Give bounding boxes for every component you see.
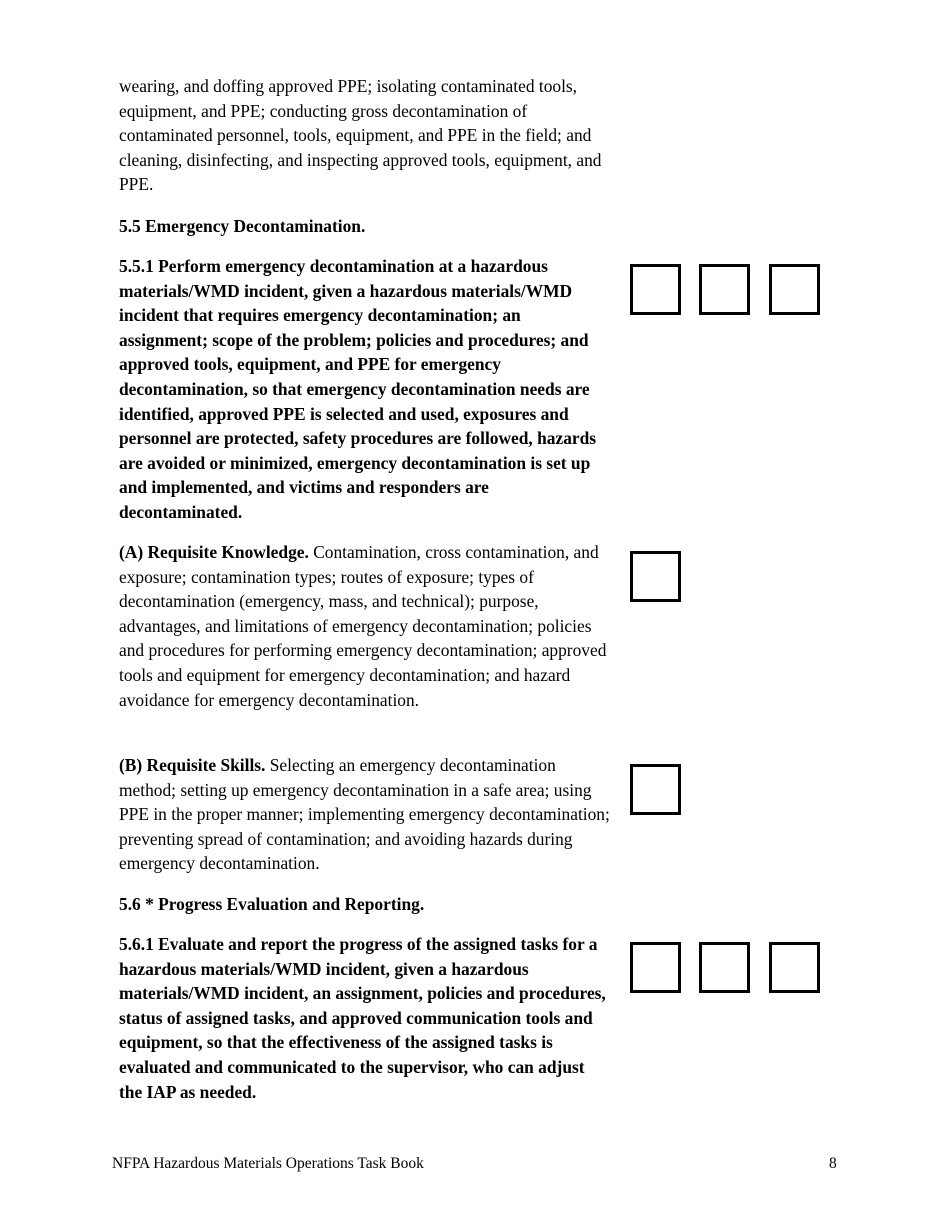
signoff-checkbox-knowledge[interactable] [630,551,681,602]
signoff-checkbox-5-5-1-b[interactable] [699,264,750,315]
signoff-checkbox-5-6-1-c[interactable] [769,942,820,993]
signoff-checkbox-5-5-1-a[interactable] [630,264,681,315]
continuation-paragraph: wearing, and doffing approved PPE; isolating contaminated tools, equipment, and PPE; conducting gross decontamination of contaminated personnel, tools, equipment, and PPE in the field; and cleaning, disinfecting, and inspecting approved tools, equipment, and PPE. [119,76,602,195]
requisite-knowledge-paragraph [119,540,611,712]
requisite-knowledge-text: Contamination, cross contamination, and exposure; contamination types; routes of exposure; types of decontamination (emergency, mass, and technical); purpose, advantages, and limitations of emergency decontamination; policies and procedures for performing emergency decontamination; approved tools and equipment for emergency decontamination; and hazard avoidance for emergency decontamination. [119,542,607,710]
requirement-5-6-1: 5.6.1 Evaluate and report the progress of the assigned tasks for a hazardous materials/WMD incident, given a hazardous materials/WMD incident, an assignment, policies and procedures, status of assigned tasks, and approved communication tools and equipment, so that the effectiveness of the assigned tasks is evaluated and communicated to the supervisor, who can adjust the IAP as needed. [119,934,606,1102]
footer-title: NFPA Hazardous Materials Operations Task Book [112,1155,424,1172]
section-heading-5-6: 5.6 * Progress Evaluation and Reporting. [119,894,425,914]
page-number: 8 [829,1155,837,1172]
signoff-checkbox-5-6-1-b[interactable] [699,942,750,993]
signoff-checkbox-skills[interactable] [630,764,681,815]
requisite-knowledge-label: (A) Requisite Knowledge. [119,542,309,562]
signoff-checkbox-5-6-1-a[interactable] [630,942,681,993]
requisite-skills-label: (B) Requisite Skills. [119,755,266,775]
requisite-skills-text: Selecting an emergency decontamination method; setting up emergency decontamination in a safe area; using PPE in the proper manner; implementing emergency decontamination; preventing spread of contamination; and avoiding hazards during emergency decontamination. [119,755,610,874]
section-heading-5-5: 5.5 Emergency Decontamination. [119,216,366,236]
requisite-skills-paragraph [119,753,611,876]
signoff-checkbox-5-5-1-c[interactable] [769,264,820,315]
requirement-5-5-1: 5.5.1 Perform emergency decontamination at a hazardous materials/WMD incident, given a hazardous materials/WMD incident that requires emergency decontamination; an assignment; scope of the problem; policies and procedures; and approved tools, equipment, and PPE for emergency decontamination, so that emergency decontamination needs are identified, approved PPE is selected and used, exposures and personnel are protected, safety procedures are followed, hazards are avoided or minimized, emergency decontamination is set up and implemented, and victims and responders are decontaminated. [119,256,597,522]
